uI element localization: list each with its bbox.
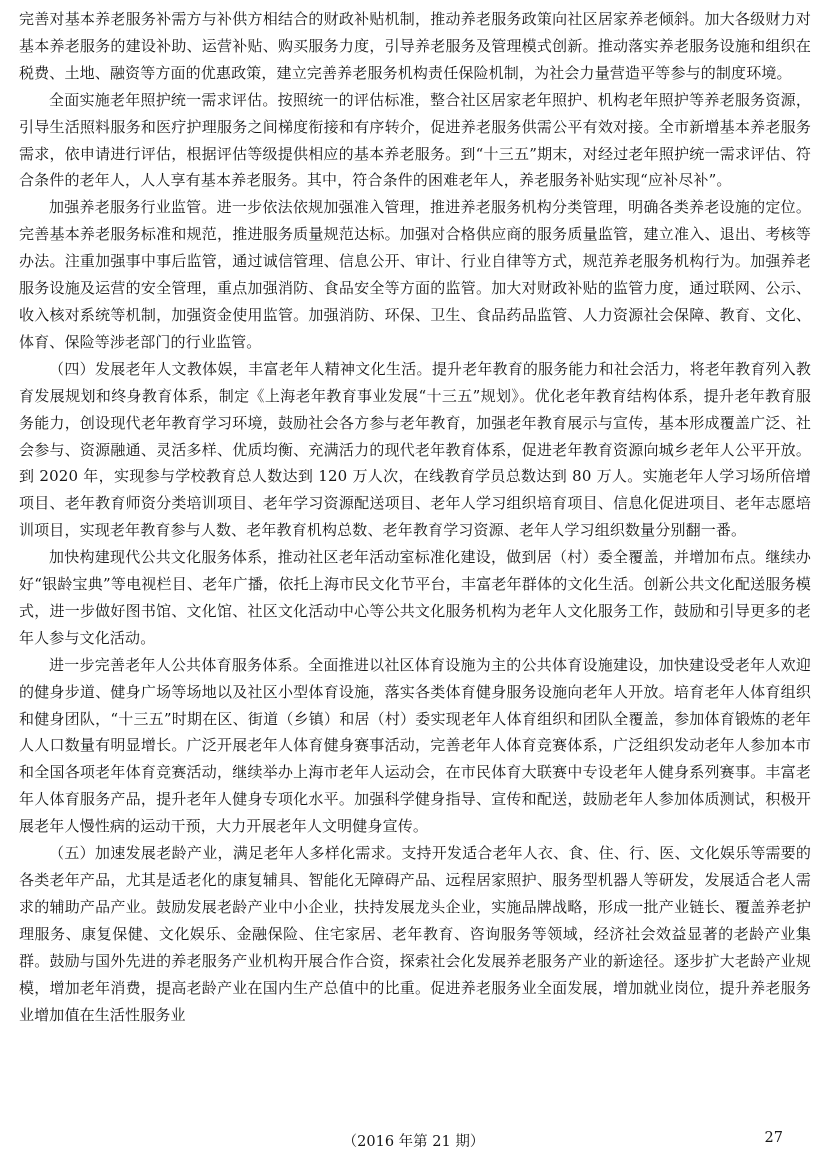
paragraph-text: 加快构建现代公共文化服务体系，推动社区老年活动室标准化建设，做到居（村）委全覆盖，并增加布点。继续办好“银龄宝典”等电视栏目、老年广播，依托上海市民文化节平台，丰富老年群体的文化生活。创新公共文化配送服务模式，进一步做好图书馆、文化馆、社区文化活动中心等公共文化服务机构为老年人文化服务工作，鼓励和引导更多的老年人参与文化活动。	[19, 548, 811, 647]
paragraph-1	[19, 6, 811, 87]
paragraph-text: 提升老年教育的服务能力和社会活力，将老年教育列入教育发展规划和终身教育体系，制定《上海老年教育事业发展“十三五”规划》。优化老年教育结构体系，提升老年教育服务能力，创设现代老年教育学习环境，鼓励社会各方参与老年教育，加强老年教育展示与宣传，基本形成覆盖广泛、社会参与、资源融通、灵活多样、优质均衡、充满活力的现代老年教育体系，促进老年教育资源向城乡老年人公平开放。到 2020 年，实现参与学校教育总人数达到 120 万人次，在线教育学员总数达到 80 万人。实施老年人学习场所倍增项目、老年教育师资分类培训项目、老年学习资源配送项目、老年人学习组织培育项目、信息化促进项目、老年志愿培训项目，实现老年教育参与人数、老年教育机构总数、老年教育学习资源、老年人学习组织数量分别翻一番。	[19, 359, 811, 540]
section-heading-5: （五）加速发展老龄产业，满足老年人多样化需求。	[49, 844, 402, 863]
paragraph-text: 加强养老服务行业监管。进一步依法依规加强准入管理，推进养老服务机构分类管理，明确各类养老设施的定位。完善基本养老服务标准和规范，推进服务质量规范达标。加强对合格供应商的服务质量监管，建立准入、退出、考核等办法。注重加强事中事后监管，通过诚信管理、信息公开、审计、行业自律等方式，规范养老服务机构行为。加强养老服务设施及运营的安全管理，重点加强消防、食品安全等方面的监管。加大对财政补贴的监管力度，通过联网、公示、收入核对系统等机制，加强资金使用监管。加强消防、环保、卫生、食品药品监管、人力资源社会保障、教育、文化、体育、保险等涉老部门的行业监管。	[19, 198, 811, 351]
paragraph-4	[19, 356, 811, 544]
paragraph-text: 全面实施老年照护统一需求评估。按照统一的评估标准，整合社区居家老年照护、机构老年照护等养老服务资源，引导生活照料服务和医疗护理服务之间梯度衔接和有序转介，促进养老服务供需公平有效对接。全市新增基本养老服务需求，依申请进行评估，根据评估等级提供相应的基本养老服务。到“十三五”期末，对经过老年照护统一需求评估、符合条件的老年人，人人享有基本养老服务。其中，符合条件的困难老年人，养老服务补贴实现“应补尽补”。	[19, 90, 811, 190]
paragraph-7	[19, 840, 811, 1028]
paragraph-text: 进一步完善老年人公共体育服务体系。全面推进以社区体育设施为主的公共体育设施建设，加快建设受老年人欢迎的健身步道、健身广场等场地以及社区小型体育设施，落实各类体育健身服务设施向老年人开放。培育老年人体育组织和健身团队，“十三五”时期在区、街道（乡镇）和居（村）委实现老年人体育组织和团队全覆盖，参加体育锻炼的老年人人口数量有明显增长。广泛开展老年人体育健身赛事活动，完善老年人体育竞赛体系，广泛组织发动老年人参加本市和全国各项老年体育竞赛活动，继续举办上海市老年人运动会，在市民体育大联赛中专设老年人健身系列赛事。丰富老年人体育服务产品，提升老年人健身专项化水平。加强科学健身指导、宣传和配送，鼓励老年人参加体质测试，积极开展老年人慢性病的运动干预，大力开展老年人文明健身宣传。	[19, 655, 811, 836]
paragraph-text: 完善对基本养老服务补需方与补供方相结合的财政补贴机制，推动养老服务政策向社区居家养老倾斜。加大各级财力对基本养老服务的建设补助、运营补贴、购买服务力度，引导养老服务及管理模式创新。推动落实养老服务设施和组织在税费、土地、融资等方面的优惠政策，建立完善养老服务机构责任保险机制，为社会力量营造平等参与的制度环境。	[19, 10, 811, 82]
section-heading-4: （四）发展老年人文教体娱，丰富老年人精神文化生活。	[49, 359, 432, 378]
body-text	[19, 6, 811, 1028]
issue-label: （2016 年第 21 期）	[342, 1134, 485, 1150]
paragraph-2	[19, 87, 811, 195]
paragraph-5	[19, 544, 811, 652]
paragraph-6	[19, 652, 811, 840]
page-number: 27	[764, 1130, 783, 1146]
paragraph-3	[19, 194, 811, 355]
page-footer	[0, 1128, 827, 1152]
paragraph-text: 支持开发适合老年人衣、食、住、行、医、文化娱乐等需要的各类老年产品，尤其是适老化的康复辅具、智能化无障碍产品、远程居家照护、服务型机器人等研发，发展适合老人需求的辅助产品产业。鼓励发展老龄产业中小企业，扶持发展龙头企业，实施品牌战略，形成一批产业链长、覆盖养老护理服务、康复保健、文化娱乐、金融保险、住宅家居、老年教育、咨询服务等领域，经济社会效益显著的老龄产业集群。鼓励与国外先进的养老服务产业机构开展合作合资，探索社会化发展养老服务产业的新途径。逐步扩大老龄产业规模，增加老年消费，提高老龄产业在国内生产总值中的比重。促进养老服务业全面发展，增加就业岗位，提升养老服务业增加值在生活性服务业	[19, 844, 811, 1024]
